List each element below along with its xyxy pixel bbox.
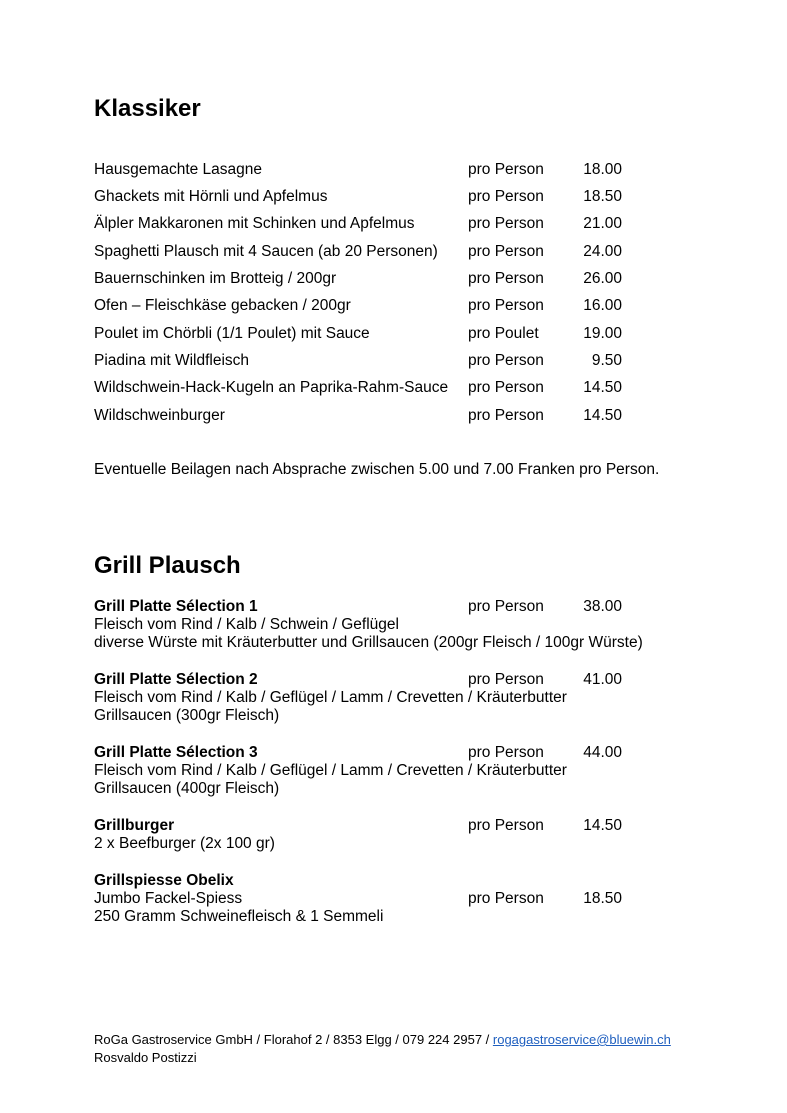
item-name: Bauernschinken im Brotteig / 200gr [94, 270, 337, 287]
grill-item-row [94, 815, 634, 837]
item-price: 14.50 [583, 379, 622, 396]
item-unit: pro Person [468, 817, 544, 834]
grill-item-row [94, 669, 634, 691]
item-unit: pro Person [468, 243, 544, 260]
menu-item-row [94, 295, 634, 317]
item-price: 26.00 [583, 270, 622, 287]
item-unit: pro Person [468, 215, 544, 232]
side-dish-note: Eventuelle Beilagen nach Absprache zwischen 5.00 und 7.00 Franken pro Person. [94, 461, 660, 478]
item-name: Grill Platte Sélection 3 [94, 744, 258, 761]
footer-owner: Rosvaldo Postizzi [94, 1050, 197, 1065]
item-unit: pro Person [468, 890, 544, 907]
item-name: Wildschweinburger [94, 407, 225, 424]
item-unit: pro Person [468, 352, 544, 369]
item-description: Fleisch vom Rind / Kalb / Geflügel / Lamm / Crevetten / Kräuterbutter [94, 689, 567, 706]
item-unit: pro Person [468, 744, 544, 761]
section-title-klassiker: Klassiker [94, 95, 201, 122]
footer-email-link[interactable]: rogagastroservice@bluewin.ch [492, 1032, 671, 1047]
footer-contact [94, 1031, 671, 1049]
grill-item-row [94, 742, 634, 764]
item-description: 2 x Beefburger (2x 100 gr) [94, 835, 275, 852]
item-price: 19.00 [583, 325, 622, 342]
item-name: Hausgemachte Lasagne [94, 161, 263, 178]
item-price: 9.50 [591, 352, 622, 369]
item-description: Grillsaucen (300gr Fleisch) [94, 707, 280, 724]
item-name: Älpler Makkaronen mit Schinken und Apfelmus [94, 215, 415, 232]
item-name: Ofen – Fleischkäse gebacken / 200gr [94, 297, 351, 314]
item-unit: pro Poulet [468, 325, 539, 342]
item-price: 16.00 [583, 297, 622, 314]
item-name: Piadina mit Wildfleisch [94, 352, 250, 369]
item-name: Grill Platte Sélection 2 [94, 671, 258, 688]
item-price: 44.00 [583, 744, 622, 761]
item-price: 18.00 [583, 161, 622, 178]
item-name: Grillburger [94, 817, 175, 834]
item-name: Wildschwein-Hack-Kugeln an Paprika-Rahm-Sauce [94, 379, 449, 396]
menu-item-row [94, 213, 634, 235]
footer-company: RoGa Gastroservice GmbH / Florahof 2 / 8353 Elgg / 079 224 2957 / [94, 1032, 493, 1047]
item-description: Fleisch vom Rind / Kalb / Geflügel / Lamm / Crevetten / Kräuterbutter [94, 762, 567, 779]
item-price: 38.00 [583, 598, 622, 615]
item-name: Grill Platte Sélection 1 [94, 598, 258, 615]
item-unit: pro Person [468, 297, 544, 314]
item-unit: pro Person [468, 270, 544, 287]
item-unit: pro Person [468, 379, 544, 396]
menu-item-row [94, 323, 634, 345]
item-unit: pro Person [468, 188, 544, 205]
item-description: Grillsaucen (400gr Fleisch) [94, 780, 280, 797]
item-name: Grillspiesse Obelix [94, 872, 234, 889]
item-price: 18.50 [583, 188, 622, 205]
item-subname: Jumbo Fackel-Spiess [94, 890, 243, 907]
item-unit: pro Person [468, 161, 544, 178]
item-price: 14.50 [583, 407, 622, 424]
item-price: 18.50 [583, 890, 622, 907]
item-description: 250 Gramm Schweinefleisch & 1 Semmeli [94, 908, 384, 925]
menu-item-row [94, 350, 634, 372]
item-price: 41.00 [583, 671, 622, 688]
item-price: 24.00 [583, 243, 622, 260]
grill-item-row [94, 596, 634, 618]
item-name: Ghackets mit Hörnli und Apfelmus [94, 188, 328, 205]
grill-item-row [94, 888, 634, 910]
menu-item-row [94, 268, 634, 290]
menu-item-row [94, 377, 634, 399]
item-description: diverse Würste mit Kräuterbutter und Grillsaucen (200gr Fleisch / 100gr Würste) [94, 634, 643, 651]
item-unit: pro Person [468, 407, 544, 424]
item-name: Poulet im Chörbli (1/1 Poulet) mit Sauce [94, 325, 370, 342]
item-name: Spaghetti Plausch mit 4 Saucen (ab 20 Personen) [94, 243, 438, 260]
item-unit: pro Person [468, 671, 544, 688]
menu-item-row [94, 241, 634, 263]
menu-item-row [94, 405, 634, 427]
item-unit: pro Person [468, 598, 544, 615]
menu-item-row [94, 186, 634, 208]
menu-item-row [94, 159, 634, 181]
section-title-grill-plausch: Grill Plausch [94, 552, 241, 579]
item-description: Fleisch vom Rind / Kalb / Schwein / Geflügel [94, 616, 399, 633]
item-price: 21.00 [583, 215, 622, 232]
item-price: 14.50 [583, 817, 622, 834]
